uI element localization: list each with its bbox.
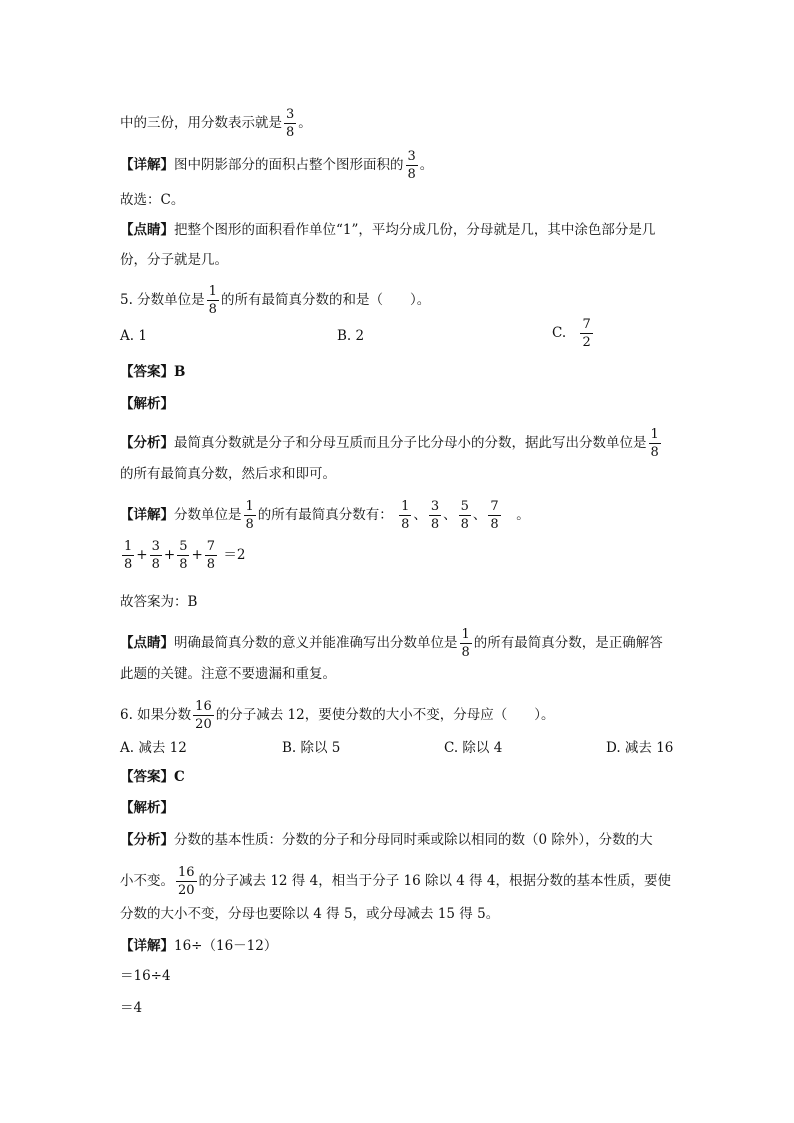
final-answer: 故答案为：B xyxy=(120,594,198,610)
analysis-heading: 【解析】 xyxy=(120,396,174,412)
fraction: $\frac{3}{8}$ xyxy=(286,107,295,140)
analysis-line xyxy=(120,428,663,459)
option-c: C. $\frac{7}{2}$ xyxy=(552,317,591,350)
text: 6. 如果分数 xyxy=(120,707,192,723)
fraction: $\frac{5}{8}$ xyxy=(460,499,469,532)
text-line: 分数的大小不变，分母也要除以 4 得 5，或分母减去 15 得 5。 xyxy=(120,906,500,922)
sum-equation: $\frac{1}{8}$ + $\frac{3}{8}$ + $\frac{5}{8}$ + $\frac{7}{8}$ ＝2 xyxy=(124,539,246,572)
text: 图中阴影部分的面积占整个图形面积的 xyxy=(174,157,404,173)
option-a: A. 减去 12 xyxy=(120,740,187,756)
option-a: A. 1 xyxy=(120,328,147,344)
fraction: $\frac{16}{20}$ xyxy=(195,699,212,732)
text: 的分子减去 12，要使分数的大小不变，分母应（ ）。 xyxy=(215,707,555,723)
text: 。 xyxy=(419,157,434,173)
text: 分数的基本性质：分数的分子和分母同时乘或除以相同的数（0 除外），分数的大 xyxy=(174,832,653,848)
option-b: B. 2 xyxy=(337,328,365,344)
tip-line xyxy=(120,628,663,659)
answer-line: 【答案】B xyxy=(120,364,186,380)
fraction: $\frac{7}{2}$ xyxy=(582,317,591,350)
text: 最简真分数就是分子和分母互质而且分子比分母小的分数，据此写出分数单位是 xyxy=(174,435,647,451)
detail-line: 【详解】分数单位是 $\frac{1}{8}$ 的所有最简真分数有： $\frac{1}{8}$ 、 $\frac{3}{8}$ 、 $\frac{5}{8}$ 、 $\frac{7}{8}$ 。 xyxy=(120,499,530,532)
fraction: $\frac{7}{8}$ xyxy=(490,499,499,532)
text-line: 小不变。 $\frac{16}{20}$ 的分子减去 12 得 4，相当于分子 16 除以 4 得 4，根据分数的基本性质，要使 xyxy=(120,865,671,898)
section-tag: 【详解】 xyxy=(120,938,174,954)
fraction: $\frac{1}{8}$ xyxy=(124,539,133,572)
text: 。 xyxy=(298,115,312,131)
section-tag: 【点睛】 xyxy=(120,635,174,651)
fraction: $\frac{1}{8}$ xyxy=(650,427,659,460)
fraction: $\frac{1}{8}$ xyxy=(401,499,410,532)
choice-line: 故选：C。 xyxy=(120,192,185,208)
text: 分数单位是 xyxy=(174,507,242,523)
fraction: $\frac{7}{8}$ xyxy=(206,539,216,572)
text: 5. 分数单位是 xyxy=(120,292,205,308)
fraction: $\frac{3}{8}$ xyxy=(430,499,440,532)
step-line: ＝4 xyxy=(120,1000,143,1016)
step-line: ＝16÷4 xyxy=(120,968,171,984)
fraction: $\frac{1}{8}$ xyxy=(208,284,217,317)
text-line: 此题的关键。注意不要遗漏和重复。 xyxy=(120,666,336,682)
text: 中的三份，用分数表示就是 xyxy=(120,115,282,131)
fraction: $\frac{3}{8}$ xyxy=(407,149,416,182)
tip-line xyxy=(120,220,655,240)
detail-line xyxy=(120,936,277,956)
option-b: B. 除以 5 xyxy=(282,740,341,756)
text: 的所有最简真分数，是正确解答 xyxy=(473,635,663,651)
analysis-heading: 【解析】 xyxy=(120,800,174,816)
question-6 xyxy=(120,700,554,731)
section-tag: 【分析】 xyxy=(120,435,174,451)
section-tag: 【点睛】 xyxy=(120,222,174,238)
text: 的所有最简真分数的和是（ ）。 xyxy=(220,292,431,308)
option-d: D. 减去 16 xyxy=(606,740,674,756)
section-tag: 【分析】 xyxy=(120,832,174,848)
analysis-line xyxy=(120,830,653,850)
section-tag: 【详解】 xyxy=(120,507,174,523)
fraction: $\frac{16}{20}$ xyxy=(178,865,195,898)
fraction: $\frac{5}{8}$ xyxy=(179,539,188,572)
section-tag: 【详解】 xyxy=(120,157,174,173)
fraction: $\frac{1}{8}$ xyxy=(245,499,254,532)
text-line xyxy=(120,108,312,139)
text: 的所有最简真分数有： xyxy=(257,507,393,523)
text: 16÷（16－12） xyxy=(174,938,278,954)
text-line: 份，分子就是几。 xyxy=(120,252,228,268)
fraction: $\frac{3}{8}$ xyxy=(151,539,160,572)
text: 明确最简真分数的意义并能准确写出分数单位是 xyxy=(174,635,458,651)
text-line: 的所有最简真分数，然后求和即可。 xyxy=(120,466,336,482)
question-5 xyxy=(120,285,430,316)
detail-line xyxy=(120,150,433,181)
text: 把整个图形的面积看作单位“1”，平均分成几份，分母就是几，其中涂色部分是几 xyxy=(174,222,656,238)
fraction: $\frac{1}{8}$ xyxy=(461,627,470,660)
answer-line: 【答案】C xyxy=(120,769,185,785)
option-c: C. 除以 4 xyxy=(444,740,503,756)
